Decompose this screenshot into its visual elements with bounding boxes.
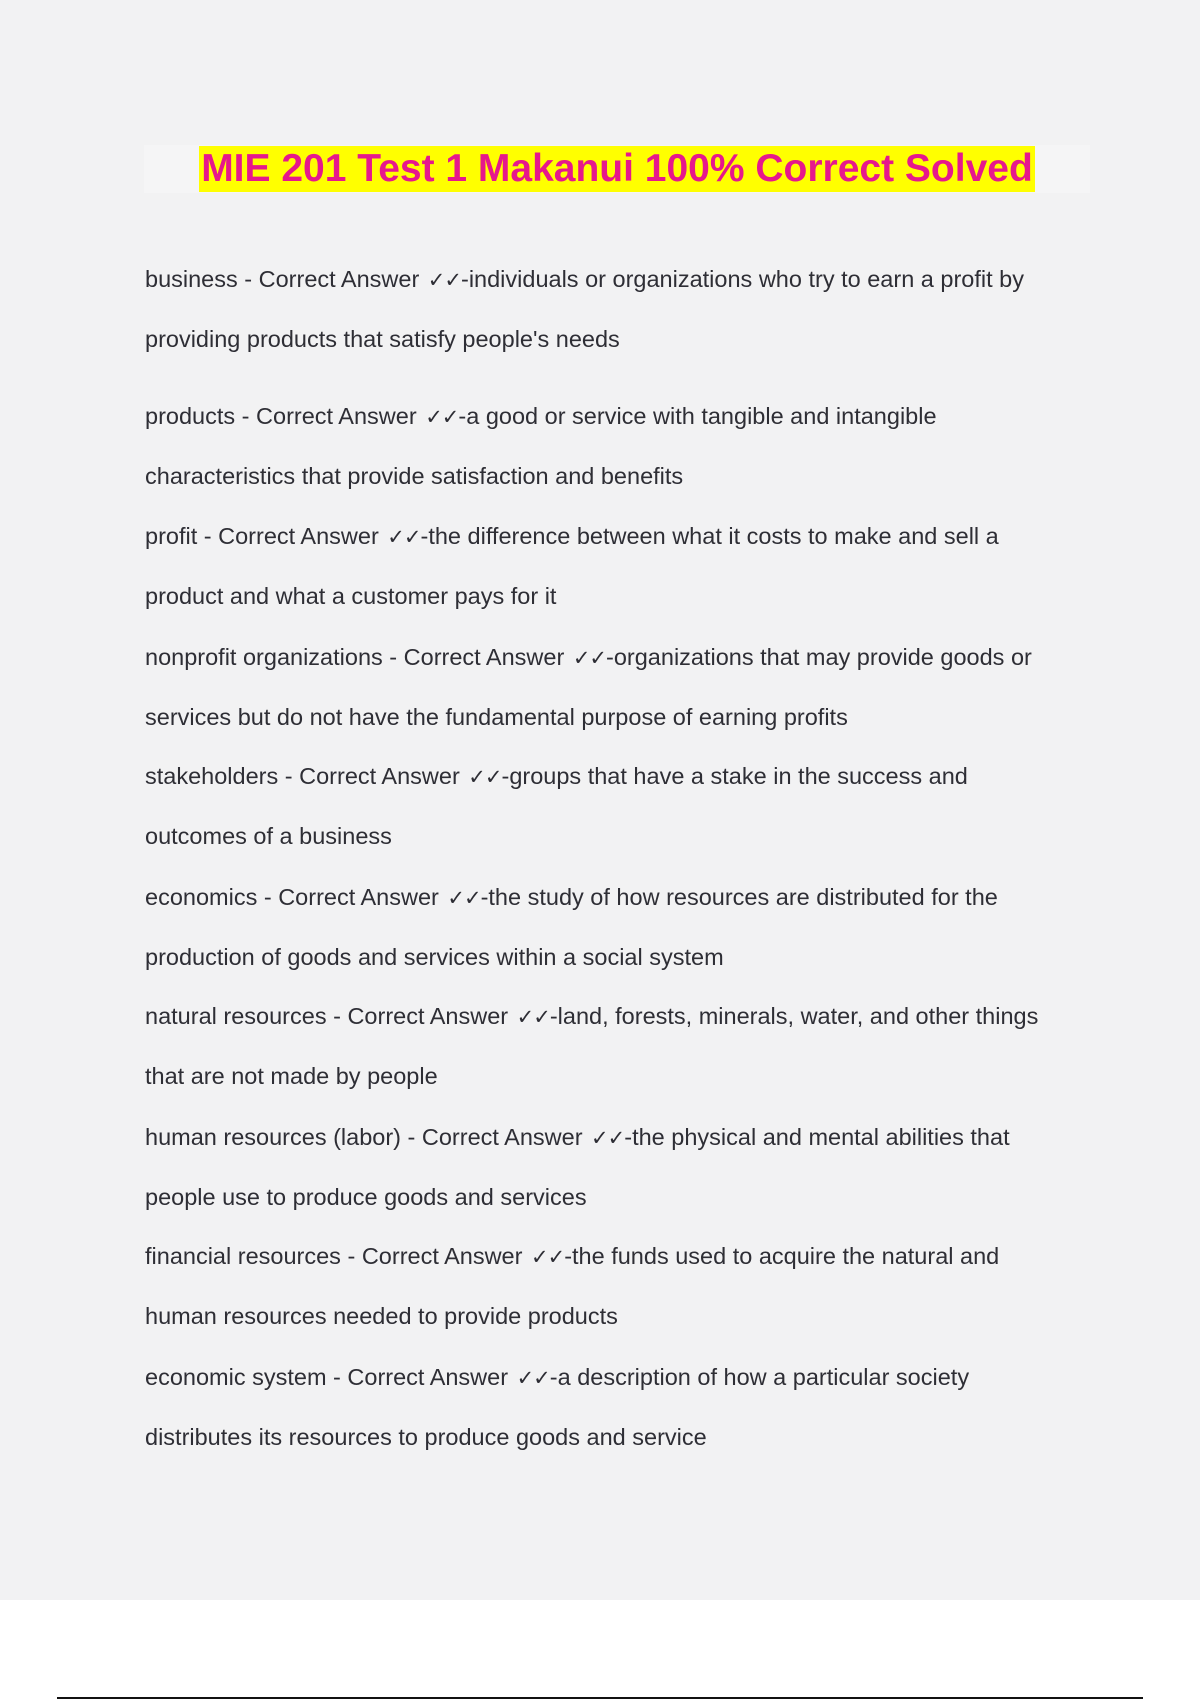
entry-line-1: [145, 642, 1085, 702]
qa-entry-nonprofit-organizations: [145, 642, 1085, 732]
checkmark-icon: ✓✓: [447, 886, 481, 910]
entry-separator: - Correct Answer: [278, 763, 467, 789]
entry-term: financial resources: [145, 1243, 341, 1269]
entry-term: stakeholders: [145, 763, 279, 789]
entry-definition: -groups that have a stake in the success and: [501, 763, 968, 789]
qa-entry-stakeholders: [145, 761, 1085, 851]
entry-separator: - Correct Answer: [340, 1243, 529, 1269]
entry-definition: -a description of how a particular society: [549, 1364, 970, 1390]
entry-separator: - Correct Answer: [382, 644, 571, 670]
checkmark-icon: ✓✓: [516, 1005, 550, 1029]
entry-separator: - Correct Answer: [326, 1364, 515, 1390]
entry-line-2: characteristics that provide satisfaction and benefits: [145, 463, 684, 489]
entry-definition: -the difference between what it costs to make and sell a: [420, 523, 999, 549]
checkmark-icon: ✓✓: [516, 1366, 550, 1390]
entry-line-2: distributes its resources to produce goods and service: [145, 1424, 707, 1450]
checkmark-icon: ✓✓: [387, 525, 421, 549]
checkmark-icon: ✓✓: [572, 646, 607, 670]
entry-separator: - Correct Answer: [237, 266, 426, 292]
entry-term: profit: [145, 523, 198, 549]
entry-definition: -individuals or organizations who try to earn a profit by: [461, 266, 1024, 292]
entry-separator: - Correct Answer: [257, 884, 446, 910]
qa-entry-business: [145, 264, 1085, 354]
entry-separator: - Correct Answer: [326, 1003, 515, 1029]
entry-line-1: [145, 1362, 1085, 1422]
entry-term: natural resources: [145, 1003, 327, 1029]
entry-line-1: [145, 1122, 1085, 1182]
entry-separator: - Correct Answer: [235, 403, 424, 429]
entry-term: economics: [145, 884, 258, 910]
entry-line-2: services but do not have the fundamental purpose of earning profits: [145, 704, 848, 730]
checkmark-icon: ✓✓: [591, 1126, 625, 1150]
qa-entry-profit: [145, 521, 1085, 611]
checkmark-icon: ✓✓: [530, 1245, 565, 1269]
entry-term: products: [145, 403, 236, 429]
entry-definition: -land, forests, minerals, water, and other things: [549, 1003, 1039, 1029]
checkmark-icon: ✓✓: [425, 405, 459, 429]
qa-entry-human-resources: [145, 1122, 1085, 1212]
checkmark-icon: ✓✓: [427, 268, 461, 292]
entry-line-1: [145, 1001, 1085, 1061]
entry-line-1: [145, 521, 1085, 581]
entry-separator: - Correct Answer: [401, 1124, 590, 1150]
entry-definition: -the physical and mental abilities that: [624, 1124, 1010, 1150]
entry-line-1: [145, 401, 1085, 461]
entry-line-2: people use to produce goods and services: [145, 1184, 587, 1210]
title-block: [144, 145, 1090, 193]
qa-entry-economic-system: [145, 1362, 1085, 1452]
entry-line-2: providing products that satisfy people's needs: [145, 326, 620, 352]
entry-definition: -the study of how resources are distributed for the: [480, 884, 998, 910]
entry-line-2: outcomes of a business: [145, 823, 392, 849]
qa-entry-natural-resources: [145, 1001, 1085, 1091]
entry-line-1: [145, 882, 1085, 942]
footer-divider: [57, 1697, 1143, 1699]
entry-term: nonprofit organizations: [145, 644, 383, 670]
entry-line-1: [145, 1241, 1085, 1301]
qa-entry-products: [145, 401, 1085, 491]
entry-line-2: product and what a customer pays for it: [145, 583, 557, 609]
document-title: MIE 201 Test 1 Makanui 100% Correct Solved: [201, 147, 1033, 190]
entry-line-1: [145, 761, 1085, 821]
qa-entry-financial-resources: [145, 1241, 1085, 1331]
entry-definition: -organizations that may provide goods or: [606, 644, 1032, 670]
entry-line-1: [145, 264, 1085, 324]
entry-definition: -the funds used to acquire the natural and: [564, 1243, 1000, 1269]
entry-term: human resources (labor): [145, 1124, 401, 1150]
entry-definition: -a good or service with tangible and intangible: [458, 403, 937, 429]
entry-line-2: production of goods and services within a social system: [145, 944, 724, 970]
qa-entry-economics: [145, 882, 1085, 972]
entry-separator: - Correct Answer: [197, 523, 386, 549]
entry-line-2: human resources needed to provide products: [145, 1303, 618, 1329]
entry-line-2: that are not made by people: [145, 1063, 438, 1089]
checkmark-icon: ✓✓: [468, 765, 502, 789]
entry-term: business: [145, 266, 238, 292]
entry-term: economic system: [145, 1364, 327, 1390]
